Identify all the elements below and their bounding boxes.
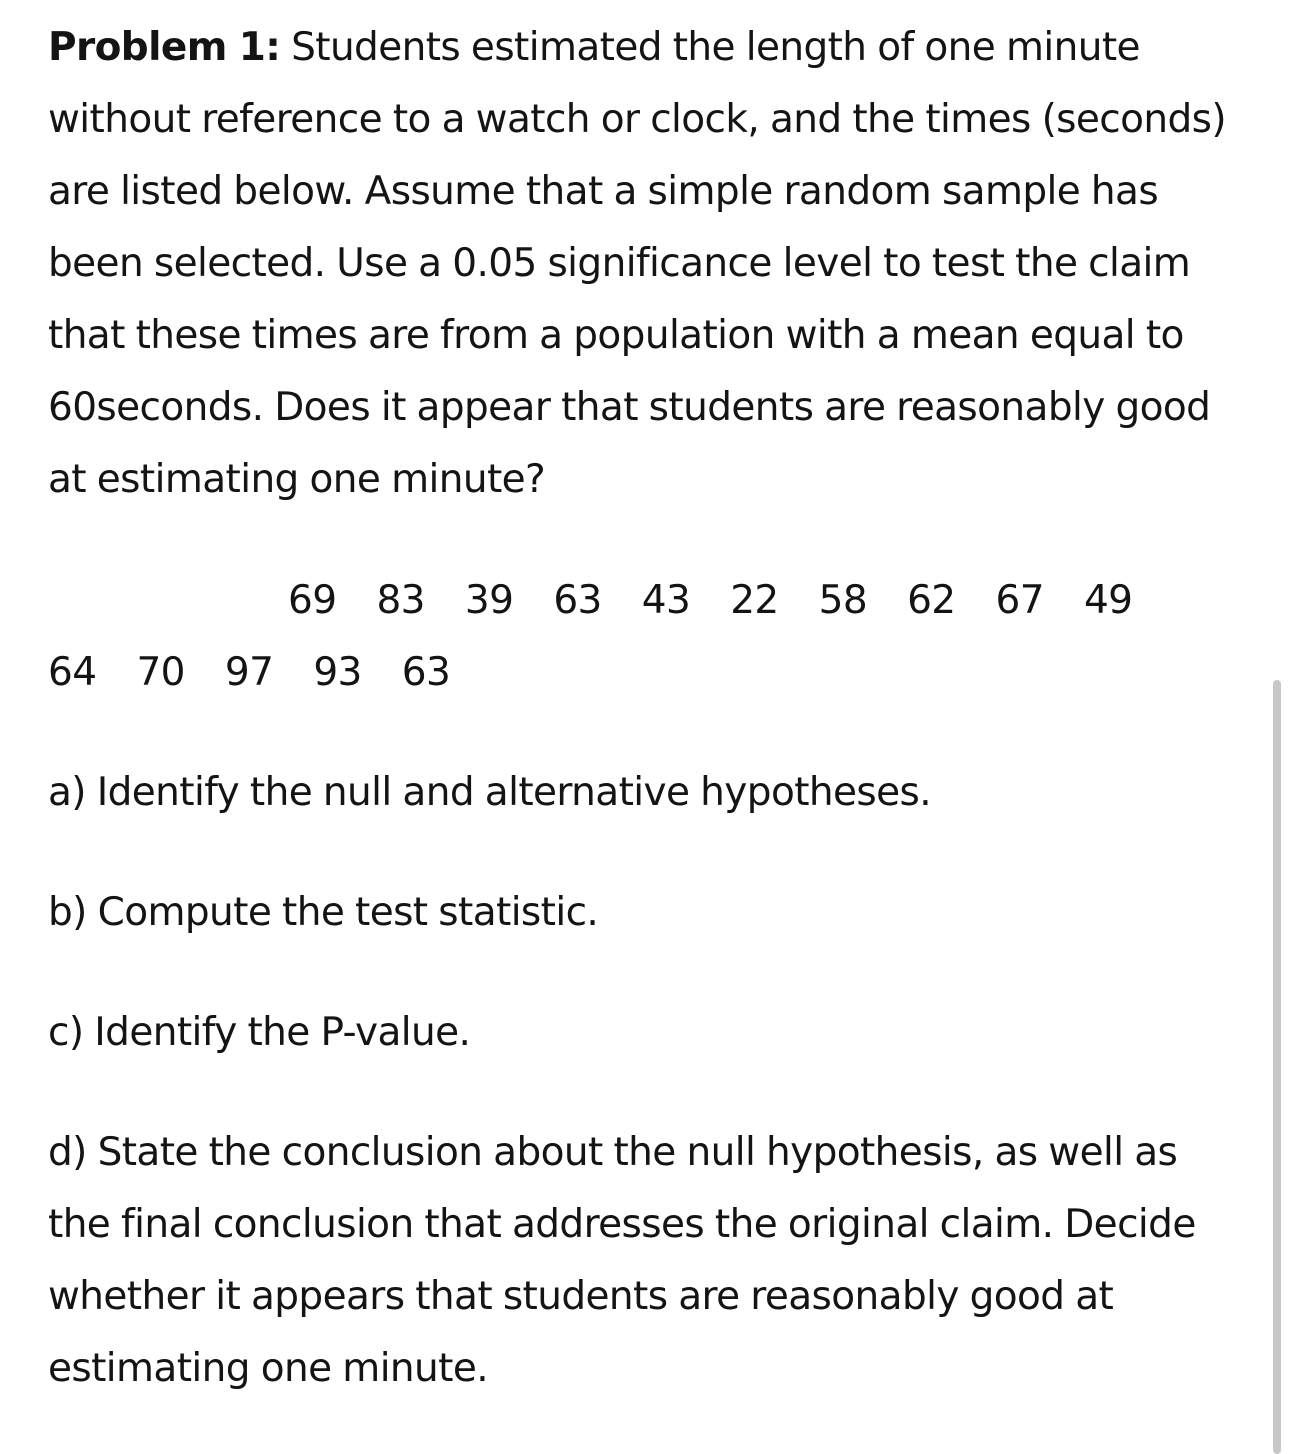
problem-document	[48, 12, 1248, 1405]
problem-statement	[48, 12, 1248, 516]
data-value: 64	[48, 650, 97, 695]
question-d: d) State the conclusion about the null hypothesis, as well as the final conclusion that addresses the original claim. Decide whether it appears that students are reasonably good at estimating one minute.	[48, 1130, 1196, 1391]
data-value: 93	[313, 650, 362, 695]
data-line-2	[48, 637, 1248, 709]
data-value: 97	[224, 650, 274, 695]
data-value: 70	[136, 650, 185, 695]
question-b: b) Compute the test statistic.	[48, 890, 599, 935]
vertical-scrollbar[interactable]	[1273, 680, 1281, 1454]
problem-label: Problem 1:	[48, 25, 281, 70]
data-value: 63	[553, 578, 602, 623]
data-value: 39	[464, 578, 514, 623]
data-value: 43	[641, 578, 691, 623]
data-value: 22	[730, 578, 779, 623]
data-value: 58	[818, 578, 868, 623]
question-a: a) Identify the null and alternative hypotheses.	[48, 770, 932, 815]
data-value: 83	[376, 578, 425, 623]
data-value: 62	[907, 578, 956, 623]
question-c: c) Identify the P-value.	[48, 1010, 471, 1055]
data-line-1	[48, 565, 1248, 637]
data-value: 67	[995, 578, 1044, 623]
data-value: 63	[401, 650, 451, 695]
data-value: 69	[288, 578, 337, 623]
problem-text: Students estimated the length of one minute without reference to a watch or clock, and the times (seconds) are listed below. Assume that a simple random sample has been selected. Use a 0.05 significance level to test the claim that these times are from a population with a mean equal to 60seconds. Does it appear that students are reasonably good at estimating one minute?	[48, 25, 1227, 502]
data-value: 49	[1083, 578, 1133, 623]
data-values	[48, 565, 1248, 709]
